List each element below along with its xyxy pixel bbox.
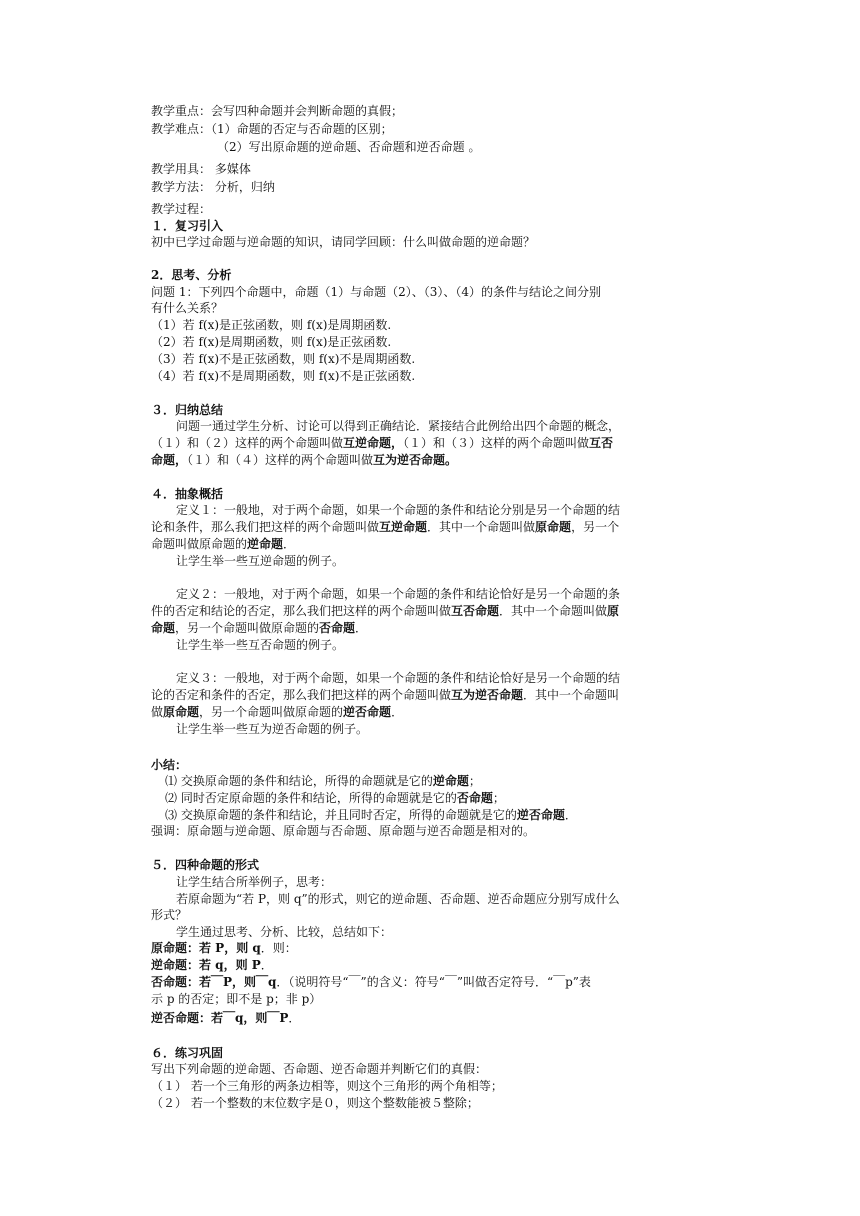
bold-text: 逆命题 [247,537,284,551]
text-line [151,121,393,137]
text-line [151,1010,300,1026]
bold-text: ３．归纳总结 [151,403,224,417]
text-line [151,519,619,535]
bold-text: 否命题 [456,791,493,805]
text-line [151,334,391,350]
text-line [151,435,613,451]
bold-text: 原命题 [535,520,572,534]
text-run: 让学生举一些互逆命题的例子。 [176,554,345,568]
text-run: ．其中一个命题叫 [523,688,620,702]
text-run: 定义１：一般地，对于两个命题，如果一个命题的条件和结论分别是另一个命题的结 [176,503,621,517]
text-run: 写出下列命题的逆命题、否命题、逆否命题并判断它们的真假： [151,1062,488,1076]
text-run: 做 [151,705,164,719]
text-run: 教学难点：（1）命题的否定与否命题的区别； [151,122,393,136]
text-run: ．（说明符号“￣”的含义：符号“￣”叫做否定符号．“￣p”表 [276,975,591,989]
text-line [176,670,620,686]
text-run: ．其中一个命题叫做 [499,604,608,618]
text-run: 强调：原命题与逆命题、原命题与否命题、原命题与逆否命题是相对的。 [151,824,536,838]
text-line [151,907,187,923]
bold-text: １．复习引入 [151,219,224,233]
text-run: ，另一个命题叫做原命题的 [199,705,344,719]
text-line [165,807,577,823]
bold-text: 逆否命题：若￣q，则￣P [151,1011,289,1025]
text-run: （2）若 f(x)是周期函数，则 f(x)是正弦函数. [151,335,392,349]
text-line [151,452,457,468]
text-run: （1）若 f(x)是正弦函数，则 f(x)是周期函数. [151,318,392,332]
text-line [165,773,481,789]
text-run: 教学过程： [151,202,212,216]
text-line [151,536,295,552]
text-line [151,1045,223,1061]
text-line [151,603,619,619]
text-run: 教学用具： 多媒体 [151,162,251,176]
bold-text: 互逆命题， [343,436,404,450]
text-run: ，另一个 [571,520,620,534]
bold-text: 2．思考、分析 [151,268,232,282]
text-run: 让学生举一些互为逆否命题的例子。 [176,722,369,736]
text-run: 有什么关系？ [151,301,224,315]
text-run: ． [391,705,404,719]
text-line [151,687,619,703]
text-line [151,218,223,234]
bold-text: 小结： [151,758,188,772]
text-run: ．则： [260,941,297,955]
bold-text: 逆否命题 [516,808,565,822]
bold-text: 互否命题 [451,604,500,618]
text-run: 让学生举一些互否命题的例子。 [176,638,345,652]
text-line [176,891,620,907]
text-run: 命题叫做原命题的 [151,537,248,551]
bold-text: 互逆命题 [379,520,428,534]
text-run: （3）若 f(x)不是正弦函数，则 f(x)不是周期函数. [151,352,416,366]
text-line [151,402,223,418]
text-run: 形式？ [151,908,188,922]
text-line [151,234,535,250]
bold-text: 互否 [589,436,614,450]
text-line [151,823,535,839]
bold-text: ６．练习巩固 [151,1046,224,1060]
text-line [151,857,259,873]
text-run: ⑵ 同时否定原命题的条件和结论，所得的命题就是它的 [165,791,457,805]
text-run: （2）写出原命题的逆命题、否命题和逆否命题 。 [217,140,481,154]
text-run: 问题一通过学生分析、讨论可以得到正确结论．紧接结合此例给出四个命题的概念， [176,419,621,433]
text-line [151,757,187,773]
bold-text: 否命题：若￣P，则￣q [151,975,277,989]
text-run: 件的否定和结论的否定，那么我们把这样的两个命题叫做 [151,604,452,618]
text-run: ⑶ 交换原命题的条件和结论，并且同时否定，所得的命题就是它的 [165,808,517,822]
text-line [151,351,415,367]
text-run: （１）和（３）这样的两个命题叫做 [403,436,590,450]
text-line [151,1078,503,1094]
bold-text: 互为逆否命题。 [373,453,458,467]
text-line [151,317,391,333]
text-line [151,704,403,720]
text-line [151,161,251,177]
bold-text: 否命题 [319,621,356,635]
bold-text: 逆命题：若 q，则 P [151,958,261,972]
bold-text: 命题 [151,621,176,635]
text-run: （１）和（２）这样的两个命题叫做 [151,436,344,450]
text-line [151,368,415,384]
text-run: ． [288,1011,301,1025]
text-line [151,300,223,316]
text-line [151,179,275,195]
text-run: 学生通过思考、分析、比较，总结如下： [176,925,393,939]
text-run: （２） 若一个整数的末位数字是０，则这个整数能被５整除； [151,1096,479,1110]
text-run: 教学方法： 分析，归纳 [151,180,275,194]
bold-text: 互为逆否命题 [451,688,524,702]
bold-text: 原命题：若 P，则 q [151,941,261,955]
bold-text: 命题， [151,453,188,467]
text-line [151,201,211,217]
bold-text: 原 [607,604,620,618]
text-line [165,790,505,806]
text-run: 问题 1：下列四个命题中，命题（1）与命题（2）、（3）、（4）的条件与结论之间分别 [151,285,601,299]
text-line [176,637,344,653]
text-line [151,957,273,973]
text-line [151,267,231,283]
text-line [151,1095,479,1111]
text-line [176,418,620,434]
text-run: ⑴ 交换原命题的条件和结论，所得的命题就是它的 [165,774,433,788]
text-run: ． [355,621,368,635]
text-line [151,486,223,502]
text-line [176,924,392,940]
text-line [151,974,591,990]
text-run: 示 p 的否定；即不是 p；非 p） [151,992,322,1006]
bold-text: 逆否命题 [343,705,392,719]
text-line [176,721,368,737]
text-run: 定义２：一般地，对于两个命题，如果一个命题的条件和结论恰好是另一个命题的条 [176,587,621,601]
text-run: ； [468,774,481,788]
text-run: ． [260,958,273,972]
text-run: （１）和（４）这样的两个命题叫做 [187,453,374,467]
bold-text: ５．四种命题的形式 [151,858,260,872]
text-run: ．其中一个命题叫做 [427,520,536,534]
bold-text: 原命题 [163,705,200,719]
text-run: （１） 若一个三角形的两条边相等，则这个三角形的两个角相等； [151,1079,503,1093]
text-run: 教学重点：会写四种命题并会判断命题的真假； [151,104,404,118]
text-run: ． [283,537,296,551]
text-run: 初中已学过命题与逆命题的知识，请同学回顾：什么叫做命题的逆命题？ [151,235,536,249]
text-line [176,874,332,890]
text-run: 定义３：一般地，对于两个命题，如果一个命题的条件和结论恰好是另一个命题的结 [176,671,621,685]
text-line [176,553,344,569]
text-run: ； [492,791,505,805]
text-line [151,284,601,300]
text-line [217,139,480,155]
text-line [151,940,297,956]
bold-text: ４．抽象概括 [151,487,224,501]
text-line [176,586,620,602]
text-run: ． [564,808,577,822]
bold-text: 逆命题 [432,774,469,788]
text-line [176,502,620,518]
text-line [151,1061,487,1077]
text-line [151,620,367,636]
text-run: 让学生结合所举例子，思考： [176,875,333,889]
text-run: 论和条件，那么我们把这样的两个命题叫做 [151,520,380,534]
text-line [151,991,321,1007]
text-run: 论的否定和条件的否定，那么我们把这样的两个命题叫做 [151,688,452,702]
text-line [151,103,403,119]
text-run: ，另一个命题叫做原命题的 [175,621,320,635]
text-run: 若原命题为“若 P，则 q”的形式，则它的逆命题、否命题、逆否命题应分别写成什么 [176,892,620,906]
text-run: （4）若 f(x)不是周期函数，则 f(x)不是正弦函数. [151,369,416,383]
